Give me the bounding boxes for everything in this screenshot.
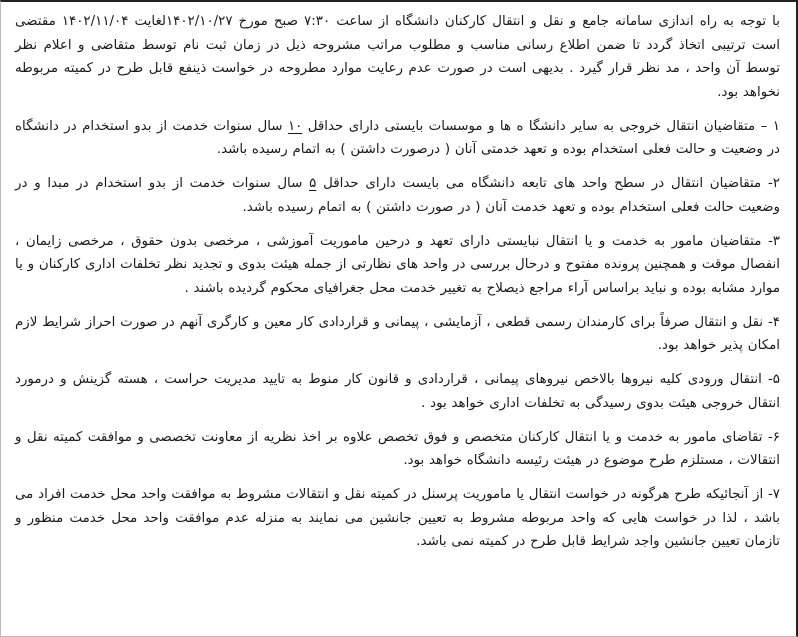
item-4-paragraph: ۴- نقل و انتقال صرفاً برای کارمندان رسمی قطعی ، آزمایشی ، پیمانی و قراردادی کار معین و کارگری آنهم در صورت احراز شرایط لازم امکان پذیر خواهد بود. [15,314,780,353]
item-2-paragraph [15,172,780,219]
item-3-paragraph: ۳- متقاضیان مامور به خدمت و یا انتقال نبایستی دارای تعهد و درحین ماموریت آموزشی ، مرخصی بدون حقوق ، مرخصی زایمان ، انفصال موقت و همچنین پرونده مفتوح و درحال بررسی در واحد های نظارتی از جمله هیئت بدوی و تجدید نظر تخلفات اداری کارکنان و یا موارد مشابه بوده و نباید براساس آراء مراجع ذیصلاح به تغییر خدمت محل جغرافیای محکوم گردیده باشند . [15,233,780,296]
intro-paragraph: با توجه به راه اندازی سامانه جامع و نقل و انتقال کارکنان دانشگاه از ساعت ۷:۳۰ صبح مورخ ۱۴۰۲/۱۰/۲۷لغایت ۱۴۰۲/۱۱/۰۴ مقتضی است ترتیبی اتخاذ گردد تا ضمن اطلاع رسانی مناسب و مطلوب مراتب مشروحه ذیل در زمان ثبت نام توسط متقاضی و اعلام نظر توسط آن واحد ، مد نظر قرار گیرد . بدیهی است در صورت عدم رعایت موارد مطروحه در خواست ذینفع قابل طرح در کمیته مربوطه نخواهد بود. [15,14,780,100]
item-1-paragraph [15,115,780,162]
document-body [15,10,780,554]
item-2-text-end: سال سنوات خدمت از بدو استخدام در مبدا و در وضعیت حالت فعلی استخدام بوده و تعهد خدمت آنان ( در صورت داشتن ) به اتمام رسیده باشد. [15,176,780,215]
item-7-paragraph: ۷- از آنجائیکه طرح هرگونه در خواست انتقال یا ماموریت پرسنل در کمیته نقل و انتقالات مشروط به موافقت واحد محل خدمت افراد می باشد ، لذا در خواست هایی که واحد مربوطه مشروط به تعیین جانشین می نمایند به منزله عدم موافقت واحد محل خدمت منظور و تازمان تعیین جانشین واجد شرایط قابل طرح در کمیته نمی باشد. [15,487,780,549]
item-6-paragraph: ۶- تقاضای مامور به خدمت و یا انتقال کارکنان متخصص و فوق تخصص علاوه بر اخذ نظریه از معاونت تخصصی و موافقت کمیته نقل و انتقالات ، مستلزم طرح موضوع در هیئت رئیسه دانشگاه خواهد بود. [15,429,780,468]
item-2-min-years: ۵ [309,176,317,191]
item-1-min-years: ۱۰ [287,118,303,134]
item-5-paragraph: ۵- انتقال ورودی کلیه نیروها بالاخص نیروهای پیمانی ، قراردادی و قانون کار منوط به تایید مدیریت حراست ، هسته گزینش و درمورد انتقال خروجی هیئت بدوی رسیدگی به تخلفات اداری خواهد بود . [15,372,780,411]
item-2-text-start: ۲- متقاضیان انتقال در سطح واحد های تابعه دانشگاه می بایست دارای حداقل [316,176,780,191]
item-1-text-start: ۱ – متقاضیان انتقال خروجی به سایر دانشگا ه ها و موسسات بایستی دارای حداقل [302,118,780,134]
item-1-text-end: سال سنوات خدمت از بدو استخدام در دانشگاه در وضعیت و حالت فعلی استخدام بوده و تعهد خدمتی آنان ( درصورت داشتن ) به اتمام رسیده باشد. [15,118,780,157]
